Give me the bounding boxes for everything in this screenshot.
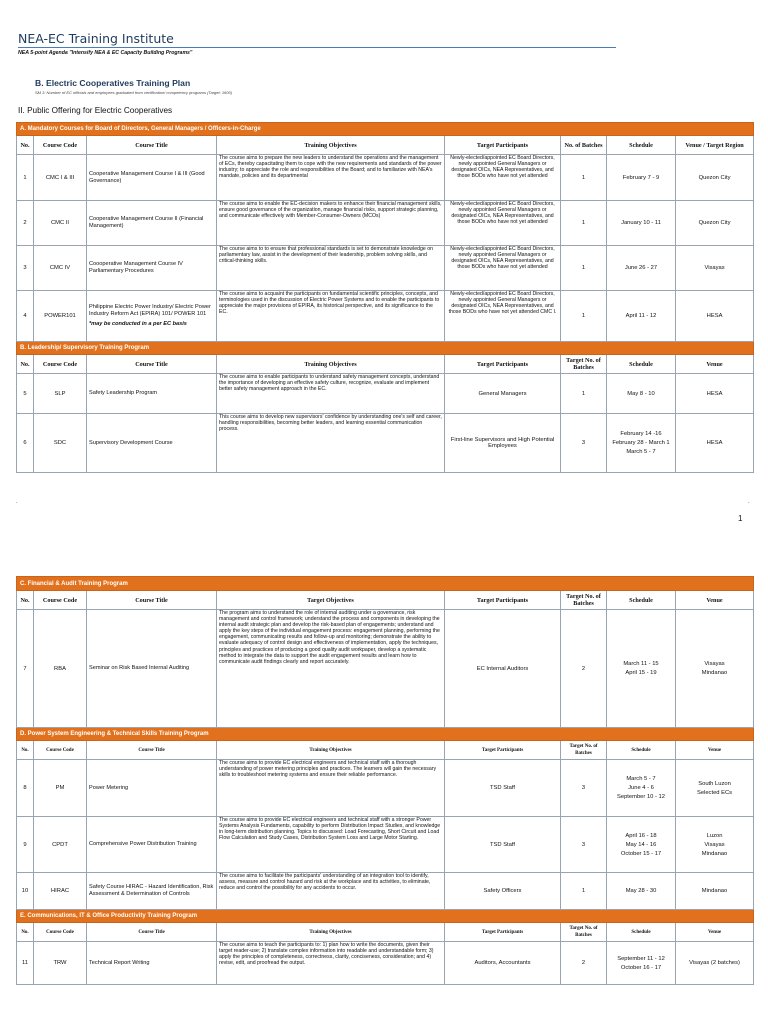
course-title: Power Metering	[89, 784, 129, 791]
venue-name: Mindanao	[701, 670, 728, 676]
col-objectives-header: Target Objectives	[217, 591, 445, 610]
batch-count: 1	[561, 246, 607, 291]
col-course-code-header: Course Code	[34, 923, 87, 942]
row-number: 9	[17, 817, 34, 873]
course-title-cell	[87, 291, 217, 342]
col-schedule-header: Schedule	[607, 591, 676, 610]
col-batches-header: Target No. of Batches	[561, 741, 607, 760]
schedule-date: June 4 - 6	[628, 785, 654, 791]
training-objective: The course aims to provide EC electrical engineers and technical staff with a stronger Power Systems Analysis Fundaments, capability to perform Distribution Impact Studies, and knowledge in long-term distribution planning. Topics to discussed: Load Forecasting, Short Circuit and Load Flow Calculation and Study Cases, Distribution System Loss and Large Motor Starting.	[217, 817, 445, 873]
schedule	[607, 942, 676, 985]
col-no-header: No.	[17, 355, 34, 374]
col-no-header: No.	[17, 136, 34, 155]
section-title: C. Financial & Audit Training Program	[17, 577, 754, 591]
venue-name: South Luzon	[698, 780, 731, 787]
schedule: January 10 - 11	[607, 201, 676, 246]
col-course-title-header: Course Title	[87, 923, 217, 942]
schedule-date: April 15 - 19	[625, 670, 657, 676]
training-objective: The program aims to understand the role of internal auditing under a governance, risk management and control framework; understand the process and components in developing the internal audit strategic plan and develop the risk-based plan of engagements; understand and apply the key steps of the individual engagement process: engagement planning, performing the engagement, communicating results and follow-up and monitoring; demonstrate the ability to evaluate adequacy of control design and effectiveness of implementation, apply the techniques, principles and practices of producing a good quality audit workpaper, develop a systematic method to integrate the data to support the audit engagement results and learn how to communicate audit findings clearly and report accurately.	[217, 610, 445, 728]
table-row	[17, 374, 754, 414]
col-course-code-header: Course Code	[34, 136, 87, 155]
section-header-c	[17, 577, 754, 591]
column-header-row	[17, 355, 754, 374]
offering-heading: II. Public Offering for Electric Cooperatives	[18, 106, 173, 115]
col-course-title-header: Course Title	[87, 355, 217, 374]
section-title: E. Communications, IT & Office Productivity Training Program	[17, 910, 754, 923]
venue-name: Mindanao	[701, 888, 728, 894]
course-code: HIRAC	[34, 873, 87, 910]
agenda-subtitle: NEA 5-point Agenda "Intensify NEA & EC Capacity Building Programs"	[18, 50, 193, 56]
schedule-date: April 16 - 18	[625, 832, 657, 839]
batch-count: 3	[561, 817, 607, 873]
course-title-cell	[87, 155, 217, 201]
table-row	[17, 291, 754, 342]
col-course-code-header: Course Code	[34, 741, 87, 760]
target-participants: Safety Officers	[445, 873, 561, 910]
table-row	[17, 201, 754, 246]
course-code: CMC IV	[34, 246, 87, 291]
section-title: A. Mandatory Courses for Board of Directors, General Managers / Officers-in-Charge	[17, 123, 754, 136]
venue: Quezon City	[676, 155, 754, 201]
training-objective: The course aims to facilitate the participants' understanding of an integration tool to identify, assess, measure and control hazard and risk at the workplace and its activities, to eliminate, reduce and control the possibility for any accidents to occur.	[217, 873, 445, 910]
section-header-a	[17, 123, 754, 136]
schedule-date: October 15 - 17	[620, 850, 662, 857]
training-objective: This course aims to develop new supervisors' confidence by understanding one's self and career, handling responsibilities, becoming better leaders, and learning essential communication process.	[217, 414, 445, 473]
venue: HESA	[676, 414, 754, 473]
schedule-date: May 28 - 30	[625, 888, 657, 894]
course-title-cell	[87, 942, 217, 985]
venue: Quezon City	[676, 201, 754, 246]
schedule: June 26 - 27	[607, 246, 676, 291]
training-objective: The course aims to enable participants to understand safety management concepts, understand the importance of developing an effective safety culture, recognize, evaluate and implement better safety management approach in the EC.	[217, 374, 445, 414]
course-title: Coooperative Management Course IV Parliamentary Procedures	[89, 261, 183, 274]
table-row	[17, 610, 754, 728]
course-code: TRW	[34, 942, 87, 985]
batch-count: 3	[561, 760, 607, 817]
table-row	[17, 817, 754, 873]
row-number: 11	[17, 942, 34, 985]
section-header-d	[17, 728, 754, 741]
schedule-date: September 11 - 12	[617, 955, 665, 962]
course-title-cell	[87, 374, 217, 414]
col-participants-header: Target Participants	[445, 741, 561, 760]
schedule: February 7 - 9	[607, 155, 676, 201]
course-code: PM	[34, 760, 87, 817]
schedule-date: May 14 - 16	[625, 841, 657, 848]
batch-count: 1	[561, 374, 607, 414]
schedule	[607, 817, 676, 873]
col-venue-header: Venue	[676, 741, 754, 760]
batch-count: 2	[561, 942, 607, 985]
course-title: Supervisory Development Course	[89, 439, 173, 446]
schedule	[607, 374, 676, 414]
batch-count: 2	[561, 610, 607, 728]
course-title: Safety Course HIRAC - Hazard Identification, Risk Assessment & Determination of Controls	[89, 884, 214, 897]
course-title-cell	[87, 246, 217, 291]
venue	[676, 942, 754, 985]
row-number: 8	[17, 760, 34, 817]
plan-note: SM 3: Number of EC officials and employees graduated from certification/ competency programs (Target: 1600)	[35, 90, 233, 95]
target-participants: General Managers	[445, 374, 561, 414]
schedule-date: March 5 - 7	[626, 449, 656, 455]
col-no-header: No.	[17, 591, 34, 610]
row-number: 1	[17, 155, 34, 201]
col-batches-header: Target No. of Batches	[561, 591, 607, 610]
course-title: Comprehensive Power Distribution Training	[89, 841, 197, 848]
col-objectives-header: Training Objectives	[217, 136, 445, 155]
plan-title: B. Electric Cooperatives Training Plan	[35, 78, 191, 88]
course-code: SDC	[34, 414, 87, 473]
col-venue-header: Venue	[676, 923, 754, 942]
course-title-cell	[87, 201, 217, 246]
target-participants: Newly-elected/appointed EC Board Directors, newly appointed General Managers or designated OICs, NEA Representatives, and those BODs who have not yet attended CMC I.	[445, 291, 561, 342]
training-objective: The course aims to prepare the new leaders to understand the operations and the management of ECs, thereby capacitating them to cope with the new requirements and standards of the power industry; to appreciate the role and responsibilities of the Board; and to familiarize with NEA's mandate, policies and its departmental	[217, 155, 445, 201]
venue-name: Visayas	[704, 661, 725, 667]
schedule	[607, 760, 676, 817]
venue	[676, 873, 754, 910]
schedule-date: October 16 - 17	[620, 964, 662, 971]
venue: Visayas	[676, 246, 754, 291]
course-code: POWER101	[34, 291, 87, 342]
schedule-date: May 8 - 10	[627, 390, 655, 397]
schedule: April 11 - 12	[607, 291, 676, 342]
col-course-code-header: Course Code	[34, 355, 87, 374]
course-title: Philippine Electric Power Industry/ Electric Power Industry Reform Act (EPIRA) 101/ POWER 101	[89, 304, 211, 318]
course-title-cell	[87, 414, 217, 473]
page-number: 1	[738, 514, 743, 523]
column-header-row	[17, 923, 754, 942]
col-schedule-header: Schedule	[607, 923, 676, 942]
schedule-date: March 5 - 7	[626, 776, 656, 782]
page-marker-left: .	[16, 499, 18, 505]
course-title: Seminar on Risk Based Internal Auditing	[89, 665, 190, 672]
batch-count: 1	[561, 291, 607, 342]
col-batches-header: Target No. of Batches	[561, 355, 607, 374]
col-batches-header: Target No. of Batches	[561, 923, 607, 942]
venue-name: Selected ECs	[696, 789, 733, 796]
course-title: Safety Leadership Program	[89, 390, 158, 397]
training-table-page1	[16, 122, 754, 473]
column-header-row	[17, 741, 754, 760]
course-code: SLP	[34, 374, 87, 414]
course-title-cell	[87, 610, 217, 728]
target-participants: Newly-elected/appointed EC Board Directors, newly appointed General Managers or designated OICs, NEA Representatives, and those BODs who have not yet attended	[445, 246, 561, 291]
col-schedule-header: Schedule	[607, 355, 676, 374]
venue-name: Visayas (2 batches)	[689, 960, 740, 966]
schedule	[607, 873, 676, 910]
target-participants: TSD Staff	[445, 817, 561, 873]
venue	[676, 817, 754, 873]
section-header-b	[17, 342, 754, 355]
course-code: CMC II	[34, 201, 87, 246]
col-venue-header: Venue	[676, 355, 754, 374]
col-participants-header: Target Participants	[445, 136, 561, 155]
schedule	[607, 610, 676, 728]
col-course-code-header: Course Code	[34, 591, 87, 610]
venue: HESA	[676, 374, 754, 414]
venue-name: Luzon	[706, 832, 723, 839]
schedule-date: February 14 -16	[620, 431, 662, 437]
row-number: 4	[17, 291, 34, 342]
row-number: 3	[17, 246, 34, 291]
batch-count: 1	[561, 201, 607, 246]
target-participants: Auditors, Accountants	[445, 942, 561, 985]
course-title-cell	[87, 873, 217, 910]
venue: HESA	[676, 291, 754, 342]
section-header-e	[17, 910, 754, 923]
col-venue-header: Venue / Target Region	[676, 136, 754, 155]
page-marker-right: .	[748, 499, 750, 505]
course-code: CMC I & III	[34, 155, 87, 201]
training-objective: The course aims to enable the EC-decision makers to enhance their financial management skills, ensure good governance of the organization, manage financial risks, support strategic planning, and communicate effectively with Member-Consumer-Owners (MCOs)	[217, 201, 445, 246]
column-header-row	[17, 136, 754, 155]
col-course-title-header: Course Title	[87, 741, 217, 760]
row-number: 10	[17, 873, 34, 910]
col-course-title-header: Course Title	[87, 591, 217, 610]
training-objective: The course aims to acquaint the participants on fundamental scientific principles, concepts, and terminologies used in the discussion of Electric Power Systems and to enable the participants to appreciate the major provisions of EPIRA, its historical perspective, and its significance to the EC.	[217, 291, 445, 342]
schedule-date: March 11 - 15	[623, 661, 659, 667]
course-code: RBA	[34, 610, 87, 728]
row-number: 7	[17, 610, 34, 728]
batch-count: 1	[561, 873, 607, 910]
course-title: Cooperative Management Course I & III (Good Governance)	[89, 170, 205, 184]
col-objectives-header: Training Objectives	[217, 741, 445, 760]
col-objectives-header: Training Objectives	[217, 355, 445, 374]
section-title: D. Power System Engineering & Technical Skills Training Program	[17, 728, 754, 741]
course-title: Technical Report Writing	[89, 959, 150, 966]
col-objectives-header: Training Objectives	[217, 923, 445, 942]
col-participants-header: Target Participants	[445, 591, 561, 610]
col-venue-header: Venue	[676, 591, 754, 610]
training-objective: The course aims to provide EC electrical engineers and technical staff with a thorough understanding of power metering principles and practices. The learners will gain the necessary skills to troubleshoot metering systems and ensure their reliable performance.	[217, 760, 445, 817]
venue	[676, 610, 754, 728]
course-title: Cooperative Management Course II (Financial Management)	[89, 216, 204, 229]
target-participants: Newly-elected/appointed EC Board Directors, newly appointed General Managers or designated OICs, NEA Representatives, and those BODs who have not yet attended	[445, 155, 561, 201]
training-table-page2	[16, 576, 754, 985]
row-number: 5	[17, 374, 34, 414]
col-batches-header: No. of Batches	[561, 136, 607, 155]
row-number: 2	[17, 201, 34, 246]
table-row	[17, 873, 754, 910]
venue	[676, 760, 754, 817]
table-row	[17, 155, 754, 201]
schedule-date: September 10 - 12	[616, 794, 665, 800]
course-title-cell	[87, 760, 217, 817]
course-title-cell	[87, 817, 217, 873]
batch-count: 3	[561, 414, 607, 473]
venue-name: Mindanao	[701, 850, 728, 857]
col-no-header: No.	[17, 923, 34, 942]
section-title: B. Leadership/ Supervisory Training Program	[17, 342, 754, 355]
col-schedule-header: Schedule	[607, 136, 676, 155]
table-row	[17, 246, 754, 291]
col-no-header: No.	[17, 741, 34, 760]
header-rule	[18, 47, 616, 48]
col-course-title-header: Course Title	[87, 136, 217, 155]
table-row	[17, 942, 754, 985]
target-participants: Newly-elected/appointed EC Board Directors, newly appointed General Managers or designated OICs, NEA Representatives, and those BODs who have not yet attended	[445, 201, 561, 246]
training-objective: The course aims to to ensure that professional standards is set to demonstrate knowledge on parliamentary law, assist in the development of their leadership, problem solving skills, and critical-thinking skills.	[217, 246, 445, 291]
target-participants: TSD Staff	[445, 760, 561, 817]
schedule-date: February 28 - March 1	[612, 440, 670, 446]
col-schedule-header: Schedule	[607, 741, 676, 760]
course-title-note: *may be conducted in a per EC basis	[89, 320, 187, 327]
target-participants: First-line Supervisors and High Potential Employees	[445, 414, 561, 473]
schedule	[607, 414, 676, 473]
institute-title: NEA-EC Training Institute	[18, 31, 174, 46]
col-participants-header: Target Participants	[445, 923, 561, 942]
column-header-row	[17, 591, 754, 610]
row-number: 6	[17, 414, 34, 473]
training-objective: The course aims to teach the participants to: 1) plan how to write the documents, given their target reader-use; 2) translate complex information into readable and understandable form; 3) apply the principles of completeness, correctness, clarity, conciseness, consideration; and 4) revise, edit, and proofread the output.	[217, 942, 445, 985]
target-participants: EC Internal Auditors	[445, 610, 561, 728]
batch-count: 1	[561, 155, 607, 201]
course-code: CPDT	[34, 817, 87, 873]
table-row	[17, 414, 754, 473]
col-participants-header: Target Participants	[445, 355, 561, 374]
table-row	[17, 760, 754, 817]
venue-name: Visayas	[704, 841, 725, 848]
